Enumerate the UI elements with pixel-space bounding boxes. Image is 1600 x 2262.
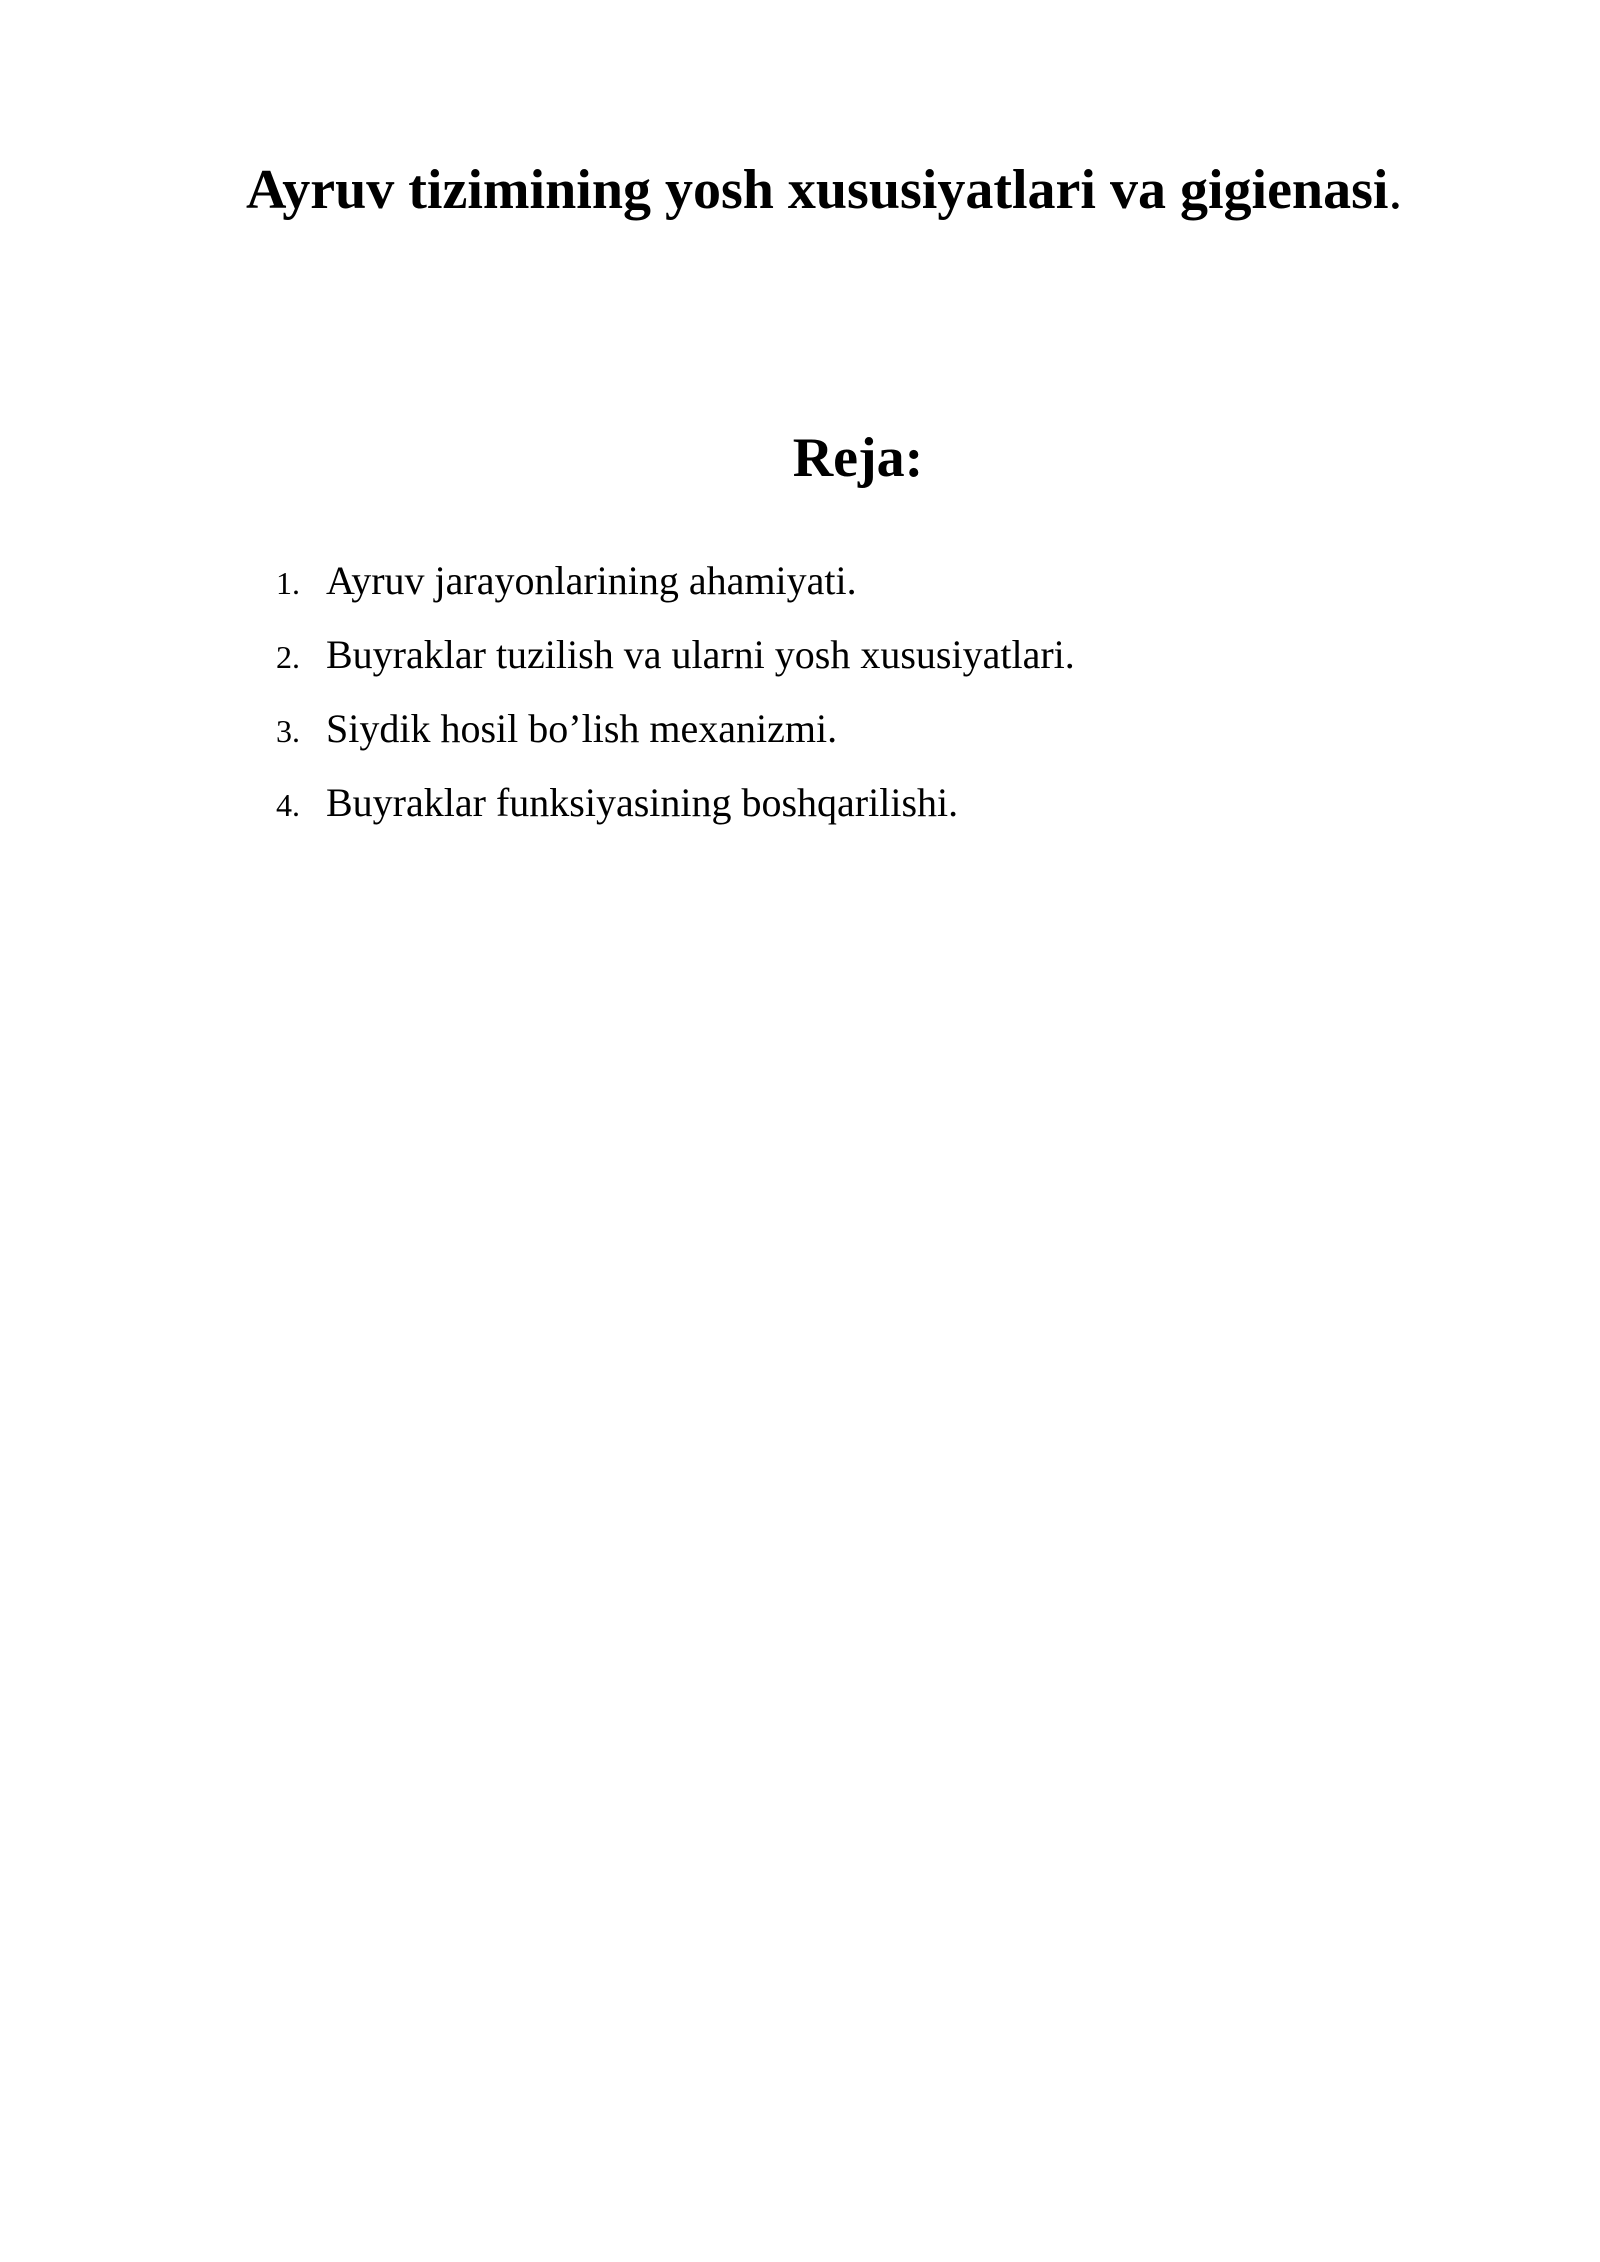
plan-item-number: 4. (276, 787, 300, 823)
plan-list (276, 544, 1075, 840)
plan-item-2 (276, 618, 1075, 692)
document-title (246, 150, 1546, 230)
plan-item-number: 1. (276, 565, 300, 601)
document-title-text: Ayruv tizimining yosh xususiyatlari va gigienasi (246, 159, 1389, 221)
plan-item-text: Buyraklar tuzilish va ularni yosh xususiyatlari. (326, 632, 1075, 677)
plan-item-4 (276, 766, 1075, 840)
plan-item-3 (276, 692, 1075, 766)
plan-item-1 (276, 544, 1075, 618)
plan-item-number: 2. (276, 639, 300, 675)
plan-item-text: Siydik hosil bo’lish mexanizmi. (326, 706, 838, 751)
document-title-period: . (1388, 159, 1403, 221)
plan-item-text: Buyraklar funksiyasining boshqarilishi. (326, 780, 959, 825)
plan-heading: Reja: (792, 427, 924, 489)
plan-item-number: 3. (276, 713, 300, 749)
plan-item-text: Ayruv jarayonlarining ahamiyati. (326, 558, 857, 603)
